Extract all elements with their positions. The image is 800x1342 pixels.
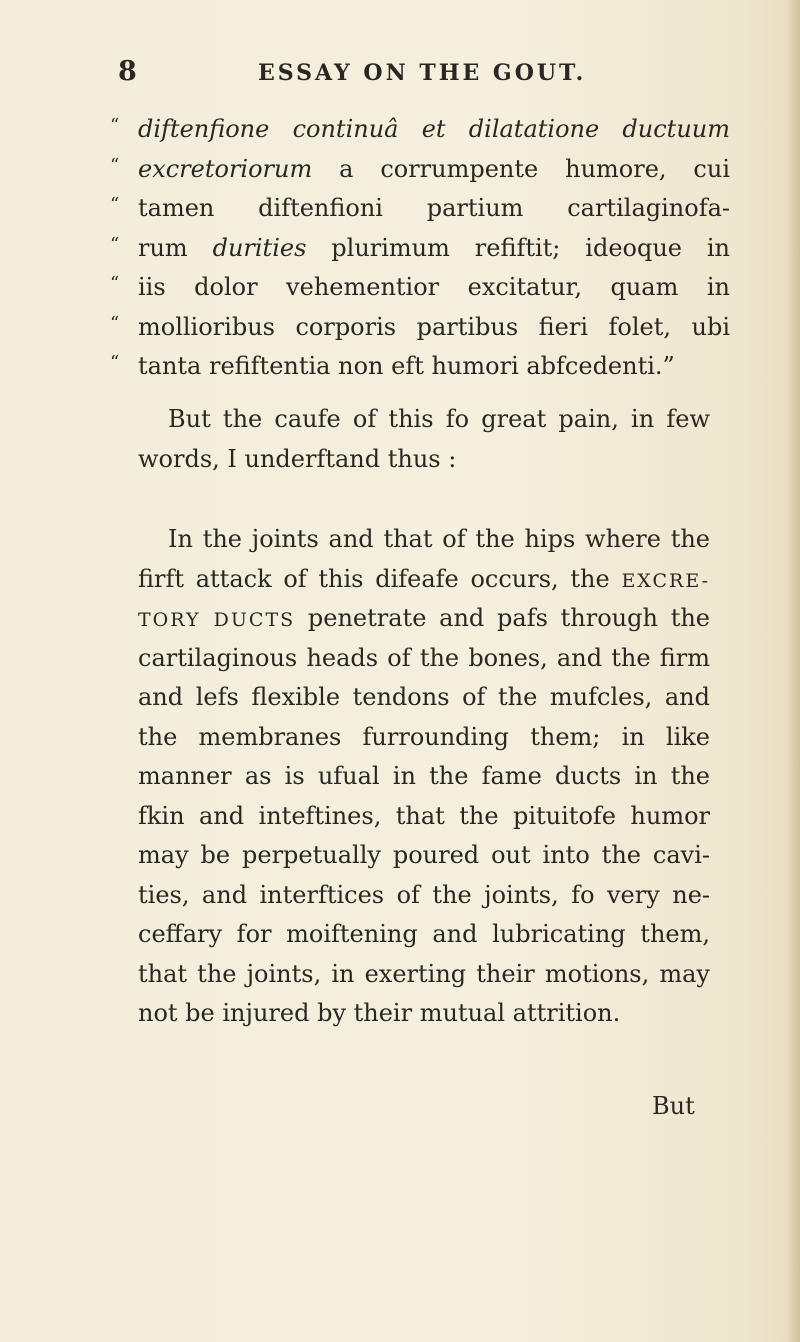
paragraph-line <box>138 599 710 639</box>
paragraph-line: fkin and inteftines, that the pituitofe humor <box>138 801 710 830</box>
quote-line-rest: plurimum refiftit; ideoque in <box>331 233 730 262</box>
quote-line-text: tanta refiftentia non eft humori abfcedenti.” <box>138 352 675 380</box>
page-number: 8 <box>118 56 137 87</box>
paragraph-line: But the caufe of this fo great pain, in few <box>168 405 710 433</box>
quote-line <box>110 268 730 308</box>
quote-mark: “ <box>110 233 120 255</box>
small-caps-term: EXCRE- <box>621 569 710 592</box>
quote-line-text: diftenfione continuâ et dilatatione ductuum <box>138 115 730 143</box>
quote-line-text: mollioribus corporis partibus fieri folet, ubi <box>138 312 730 341</box>
page-edge-shadow <box>786 0 800 1342</box>
line-text: penetrate and pafs through the <box>307 604 710 632</box>
quote-mark: “ <box>110 115 120 136</box>
quote-mark: “ <box>110 154 120 176</box>
quote-line-text: iis dolor vehementior excitatur, quam in <box>138 273 730 301</box>
paragraph-line <box>138 560 710 600</box>
latin-quotation <box>110 110 730 387</box>
paragraph-line: the membranes furrounding them; in like <box>138 722 710 751</box>
quote-line <box>110 308 730 348</box>
paragraph-line: manner as is ufual in the fame ducts in the <box>138 762 710 790</box>
quote-word: rum <box>138 233 188 262</box>
quote-mark: “ <box>110 312 120 334</box>
paragraph-line: In the joints and that of the hips where the <box>168 525 710 553</box>
paragraph-line: that the joints, in exerting their motions, may <box>138 959 710 988</box>
quote-mark: “ <box>110 352 120 373</box>
quote-line-text: tamen diftenfioni partium cartilaginofa- <box>138 194 730 222</box>
quote-line <box>110 189 730 229</box>
paragraph-line: may be perpetually poured out into the cavi- <box>138 841 710 869</box>
paragraph-line: ties, and interftices of the joints, fo very ne- <box>138 880 710 909</box>
line-text: firft attack of this difeafe occurs, the <box>138 564 610 593</box>
quote-line <box>110 229 730 269</box>
quote-line-text <box>138 229 730 269</box>
paragraph-joints <box>138 520 710 1034</box>
quote-mark: “ <box>110 273 120 294</box>
small-caps-term: TORY DUCTS <box>138 609 296 631</box>
quote-line <box>110 150 730 190</box>
quote-mark: “ <box>110 194 120 215</box>
running-head: ESSAY ON THE GOUT. <box>258 60 587 86</box>
catchword: But <box>652 1092 695 1120</box>
paragraph-line: not be injured by their mutual attrition. <box>138 999 621 1027</box>
paragraph-line: ceffary for moiftening and lubricating them, <box>138 920 710 948</box>
page-header <box>118 56 718 96</box>
quote-line-rest: a corrumpente humore, cui <box>339 154 730 183</box>
italic-word: durities <box>212 233 307 262</box>
italic-word: excretoriorum <box>138 154 313 183</box>
paragraph-cause <box>138 400 710 479</box>
quote-line-text <box>138 150 730 190</box>
paragraph-line: cartilaginous heads of the bones, and the firm <box>138 643 710 672</box>
quote-line <box>110 347 730 387</box>
paragraph-line: and lefs flexible tendons of the mufcles, and <box>138 683 710 711</box>
paragraph-line: words, I underftand thus : <box>138 444 457 473</box>
quote-line <box>110 110 730 150</box>
